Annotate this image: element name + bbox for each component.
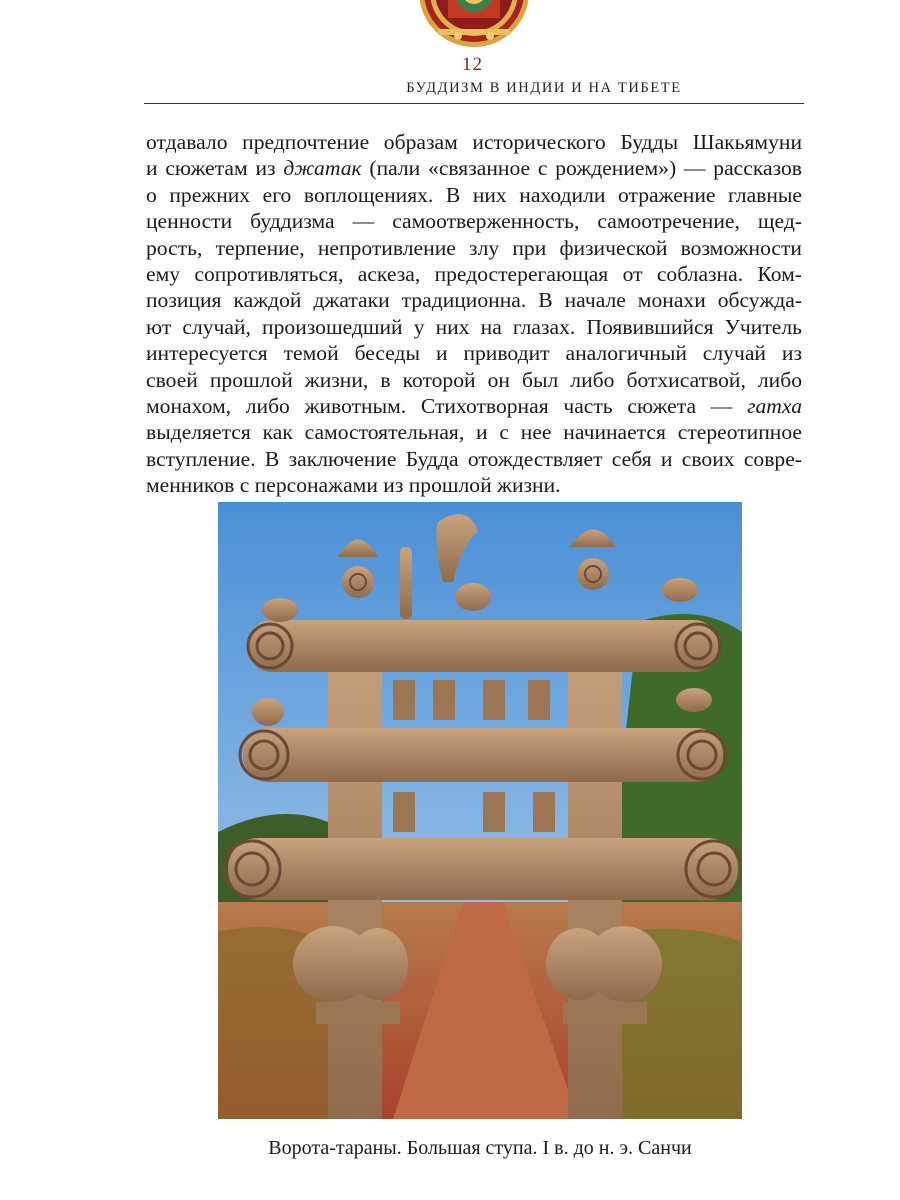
text-line: своей прошлой жизни, в которой он был либо ботхисатвой, либо bbox=[146, 367, 802, 392]
text-line: ценности буддизма — самоотверженность, самоотречение, щед- bbox=[146, 209, 802, 234]
mandala-ornament-icon bbox=[418, 0, 530, 48]
page-number: 12 bbox=[462, 54, 483, 75]
text-line: позиция каждой джатаки традиционна. В начале монахи обсужда- bbox=[146, 288, 802, 313]
running-head: БУДДИЗМ В ИНДИИ И НА ТИБЕТЕ bbox=[406, 80, 682, 96]
text-line: о прежних его воплощениях. В них находили отражение главные bbox=[146, 182, 802, 207]
header-divider bbox=[144, 103, 804, 104]
text-line: ют случай, произошедший у них на глазах. Появившийся Учитель bbox=[146, 314, 802, 339]
text-line: и сюжетам из джатак (пали «связанное с рождением») — рассказов bbox=[146, 156, 802, 181]
text-line: отдавало предпочтение образам исторического Будды Шакьямуни bbox=[146, 130, 802, 154]
text-line: вступление. В заключение Будда отождествляет себя и своих совре- bbox=[146, 446, 802, 471]
term-jataka: джатак bbox=[283, 156, 362, 181]
body-paragraph bbox=[146, 129, 802, 499]
text-line: ему сопротивляться, аскеза, предостерегающая от соблазна. Ком- bbox=[146, 262, 802, 287]
text-line: выделяется как самостоятельная, и с нее начинается стереотипное bbox=[146, 420, 802, 445]
text-line: монахом, либо животным. Стихотворная часть сюжета — гатха bbox=[146, 394, 802, 419]
text-line: рость, терпение, непротивление злу при физической возможности bbox=[146, 235, 802, 260]
figure-caption: Ворота-тараны. Большая ступа. I в. до н. э. Санчи bbox=[268, 1137, 692, 1159]
term-gatha: гатха bbox=[747, 394, 802, 419]
sanchi-gate-photo bbox=[218, 502, 742, 1119]
text-line: менников с персонажами из прошлой жизни. bbox=[146, 473, 561, 498]
text-line: интересуется темой беседы и приводит аналогичный случай из bbox=[146, 341, 802, 366]
